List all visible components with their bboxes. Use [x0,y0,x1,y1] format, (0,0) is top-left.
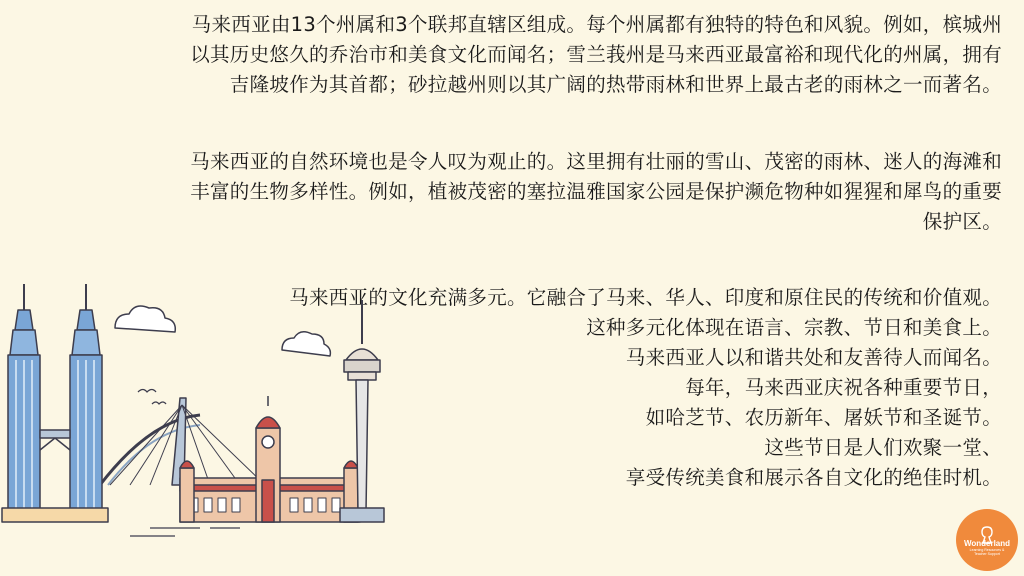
logo-brand: Wonderland [963,538,1011,548]
bird-icon [138,390,166,405]
text-line: 马来西亚的文化充满多元。它融合了马来、华人、印度和原住民的传统和价值观。 [289,286,1002,309]
text-line: 保护区。 [922,210,1002,233]
logo-tagline: Learning Resources & Teacher Support [969,547,1005,556]
text-line: 享受传统美食和展示各自文化的绝佳时机。 [625,466,1002,489]
paragraph-nature [22,147,1002,237]
text-line: 这些节日是人们欢聚一堂、 [764,436,1002,459]
text-line: 吉隆坡作为其首都；砂拉越州则以其广阔的热带雨林和世界上最古老的雨林之一而著名。 [229,73,1002,96]
text-line: 丰富的生物多样性。例如，植被茂密的塞拉温雅国家公园是保护濒危物种如猩猩和犀鸟的重要 [190,180,1002,203]
text-line: 这种多元化体现在语言、宗教、节日和美食上。 [586,316,1002,339]
cloud-icon [282,332,330,356]
text-line: 马来西亚的自然环境也是令人叹为观止的。这里拥有壮丽的雪山、茂密的雨林、迷人的海滩和 [190,150,1002,173]
text-line: 马来西亚人以和谐共处和友善待人而闻名。 [625,346,1002,369]
kuala-lumpur-skyline-illustration [0,280,400,540]
water-icon [130,528,240,536]
text-line: 每年，马来西亚庆祝各种重要节日， [685,376,1002,399]
paragraph-states [22,10,1002,100]
twin-towers-icon [2,284,108,522]
text-line: 以其历史悠久的乔治市和美食文化而闻名；雪兰莪州是马来西亚最富裕和现代化的州属，拥有 [190,43,1002,66]
text-line: 马来西亚由13个州属和3个联邦直辖区组成。每个州属都有独特的特色和风貌。例如，槟城州 [191,13,1002,36]
wonderland-logo [956,509,1018,571]
cloud-icon [115,306,175,332]
text-line: 如哈芝节、农历新年、屠妖节和圣诞节。 [645,406,1002,429]
colonial-building-icon [180,396,360,522]
